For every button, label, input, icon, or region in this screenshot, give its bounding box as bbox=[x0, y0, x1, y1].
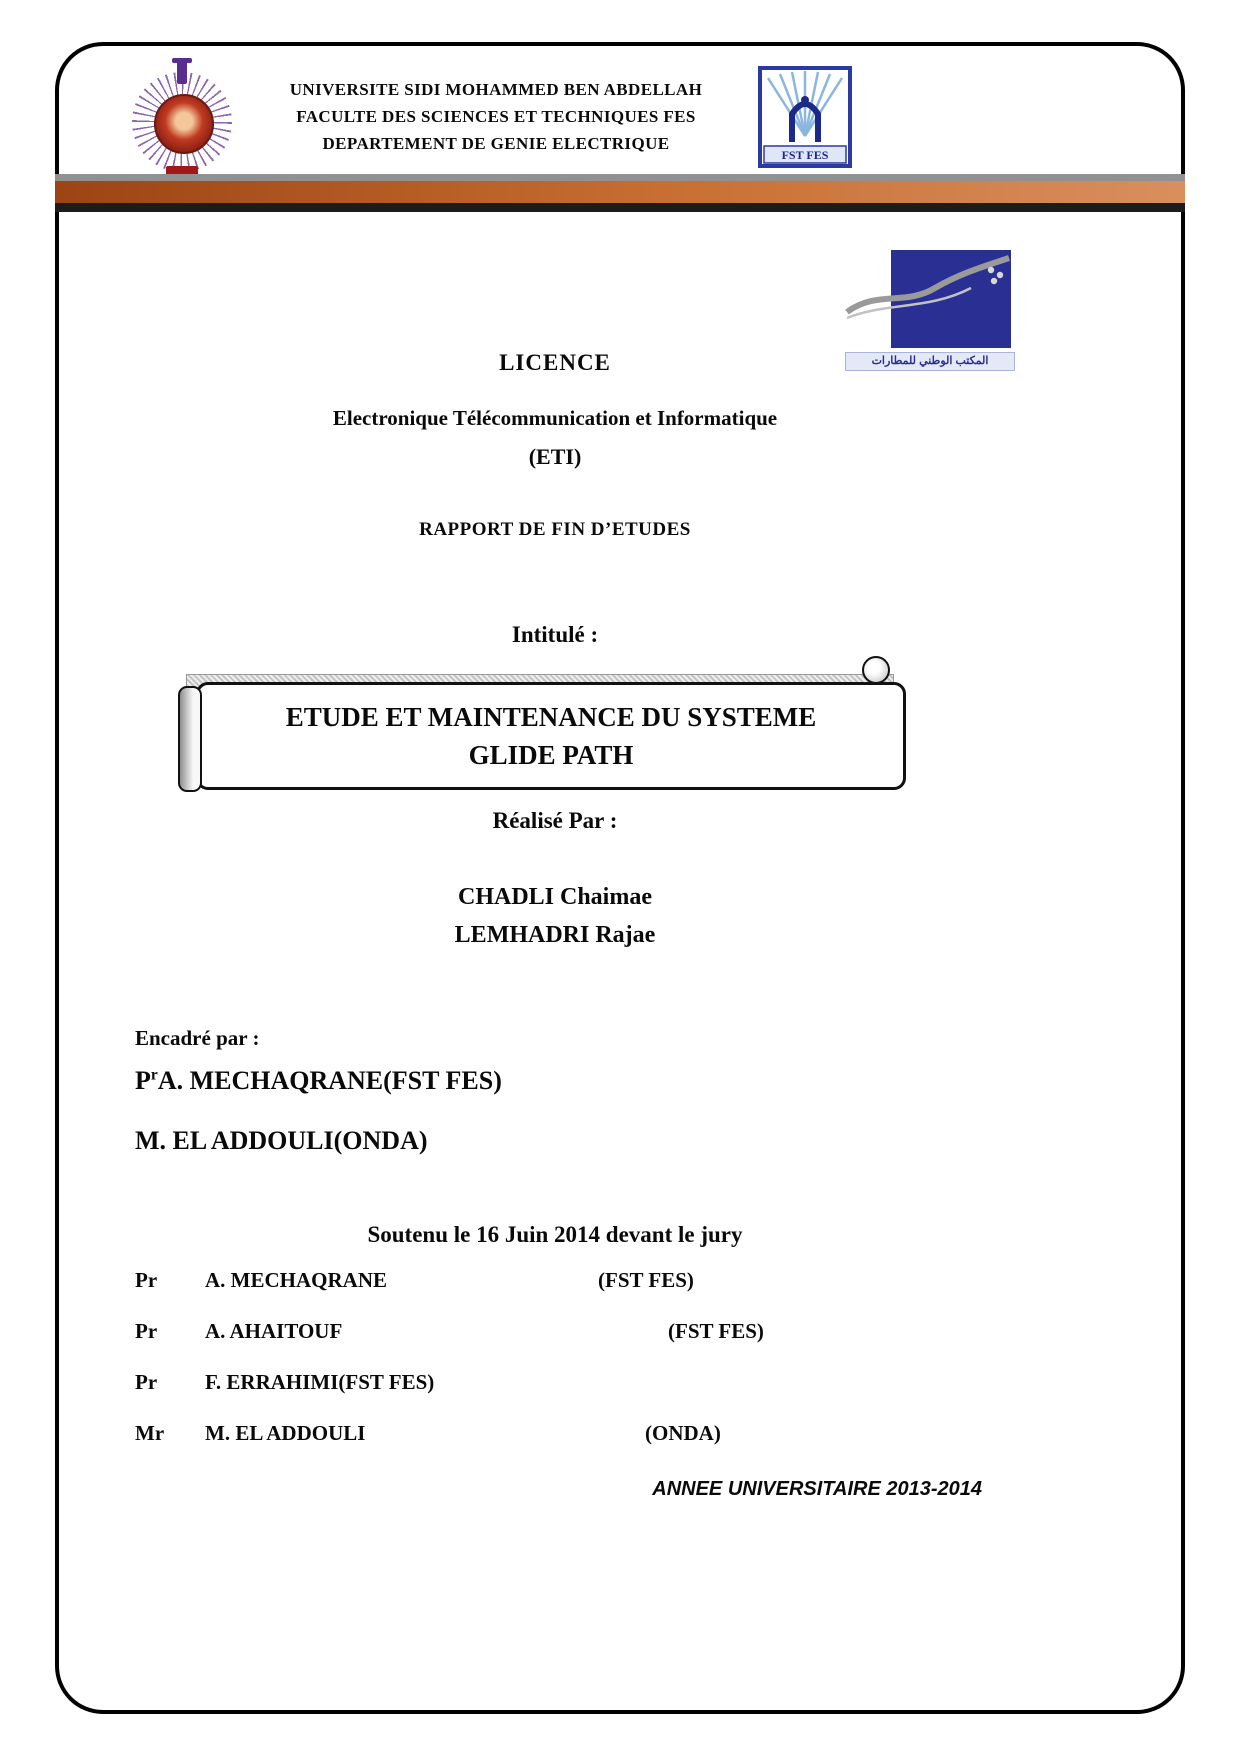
author-name: LEMHADRI Rajae bbox=[454, 922, 656, 948]
jury-member-name: A. MECHAQRANE bbox=[205, 1268, 387, 1292]
supervision-label: Encadré par : bbox=[135, 1026, 260, 1050]
banner-top-right-curl-icon bbox=[862, 656, 890, 684]
institution-line2: FACULTE DES SCIENCES ET TECHNIQUES FES bbox=[296, 107, 696, 126]
header-divider-bar bbox=[55, 174, 1185, 212]
jury-member-title: Pr bbox=[135, 1370, 158, 1394]
supervisor-1-superscript: r bbox=[150, 1066, 158, 1084]
jury-member-name: M. EL ADDOULI bbox=[205, 1421, 366, 1445]
jury-member-affiliation: (FST FES) bbox=[598, 1268, 694, 1292]
title-banner bbox=[178, 656, 906, 796]
report-type: RAPPORT DE FIN D’ETUDES bbox=[419, 519, 691, 540]
jury-member-name: F. ERRAHIMI(FST FES) bbox=[205, 1370, 435, 1394]
authors-list bbox=[75, 878, 1035, 954]
degree-program-abbr: (ETI) bbox=[528, 444, 582, 469]
fst-fes-logo-label: FST FES bbox=[781, 148, 829, 162]
jury-member-title: Mr bbox=[135, 1421, 165, 1445]
supervisor-1-prefix: P bbox=[135, 1066, 151, 1095]
jury-member-affiliation: (FST FES) bbox=[668, 1319, 764, 1343]
jury-row bbox=[135, 1421, 1065, 1472]
onda-logo-caption: المكتب الوطني للمطارات bbox=[845, 352, 1015, 371]
jury-row bbox=[135, 1268, 1065, 1319]
emblem-medallion-icon bbox=[154, 94, 214, 154]
jury-member-title: Pr bbox=[135, 1268, 158, 1292]
defense-line: Soutenu le 16 Juin 2014 devant le jury bbox=[367, 1222, 743, 1247]
jury-row bbox=[135, 1319, 1065, 1370]
onda-logo-icon bbox=[843, 248, 1015, 352]
jury-member-affiliation: (ONDA) bbox=[645, 1421, 721, 1445]
report-title-line1: ETUDE ET MAINTENANCE DU SYSTEME bbox=[285, 702, 817, 732]
authors-label: Réalisé Par : bbox=[492, 808, 618, 833]
supervisor-1 bbox=[135, 1066, 502, 1096]
supervisor-2: M. EL ADDOULI(ONDA) bbox=[135, 1126, 428, 1155]
jury-row bbox=[135, 1370, 1065, 1421]
emblem-pillar-icon bbox=[177, 58, 187, 84]
supervisor-1-name: A. MECHAQRANE(FST FES) bbox=[157, 1066, 502, 1095]
title-label: Intitulé : bbox=[511, 622, 599, 647]
jury-list bbox=[135, 1268, 1065, 1472]
degree-level: LICENCE bbox=[499, 350, 611, 375]
author-name: CHADLI Chaimae bbox=[457, 884, 652, 910]
banner-body bbox=[196, 682, 906, 790]
institution-line1: UNIVERSITE SIDI MOHAMMED BEN ABDELLAH bbox=[289, 80, 703, 99]
degree-program: Electronique Télécommunication et Informatique bbox=[332, 406, 778, 430]
institution-line3: DEPARTEMENT DE GENIE ELECTRIQUE bbox=[322, 134, 670, 153]
banner-left-curl-icon bbox=[178, 686, 202, 792]
university-emblem-logo bbox=[128, 58, 236, 178]
fst-fes-logo bbox=[758, 66, 852, 168]
report-title-line2: GLIDE PATH bbox=[468, 740, 634, 770]
fst-fes-logo-icon bbox=[758, 66, 852, 168]
academic-year: ANNEE UNIVERSITAIRE 2013-2014 bbox=[652, 1478, 982, 1500]
jury-member-name: A. AHAITOUF bbox=[205, 1319, 343, 1343]
institution-header bbox=[240, 76, 752, 157]
jury-member-title: Pr bbox=[135, 1319, 158, 1343]
